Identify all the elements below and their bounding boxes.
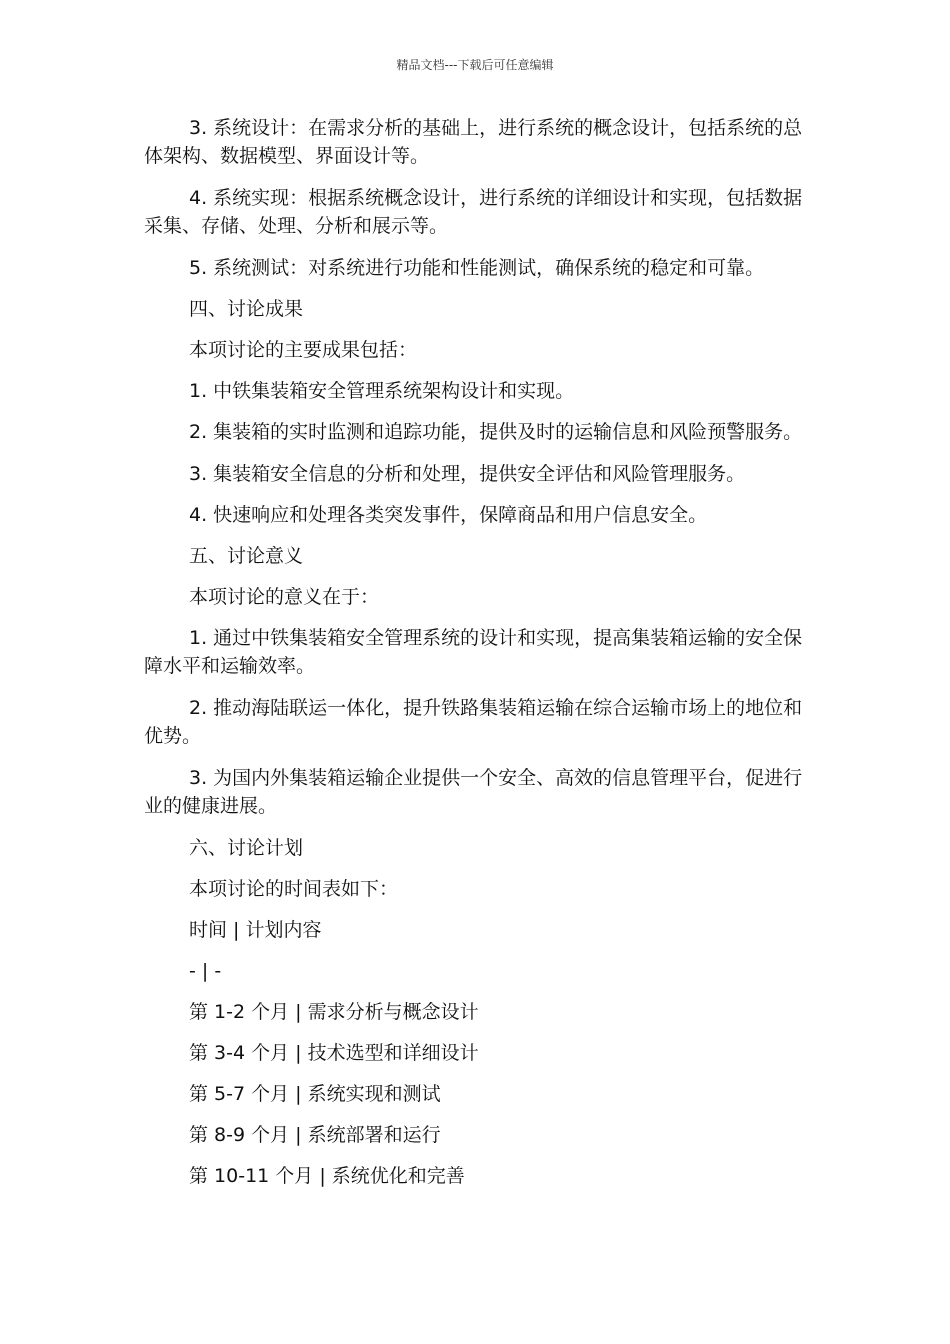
schedule-row: 第 10-11 个月 | 系统优化和完善 (189, 1165, 465, 1187)
section-heading-results: 四、讨论成果 (189, 298, 304, 320)
list-item-result-1: 1. 中铁集装箱安全管理系统架构设计和实现。 (189, 380, 575, 402)
schedule-row: 第 3-4 个月 | 技术选型和详细设计 (189, 1042, 479, 1064)
paragraph-system-testing: 5. 系统测试：对系统进行功能和性能测试，确保系统的稳定和可靠。 (189, 257, 765, 279)
paragraph-plan-intro: 本项讨论的时间表如下： (189, 878, 399, 900)
list-item-result-2: 2. 集装箱的实时监测和追踪功能，提供及时的运输信息和风险预警服务。 (189, 421, 803, 443)
list-item-result-4: 4. 快速响应和处理各类突发事件，保障商品和用户信息安全。 (189, 504, 708, 526)
paragraph-system-implementation: 4. 系统实现：根据系统概念设计，进行系统的详细设计和实现，包括数据采集、存储、处理、分析和展示等。 (144, 187, 803, 237)
schedule-row: 第 5-7 个月 | 系统实现和测试 (189, 1083, 441, 1105)
list-item-significance-3: 3. 为国内外集装箱运输企业提供一个安全、高效的信息管理平台，促进行业的健康进展。 (144, 767, 803, 817)
schedule-header-row: 时间 | 计划内容 (189, 919, 322, 941)
schedule-row: 第 8-9 个月 | 系统部署和运行 (189, 1124, 441, 1146)
list-item-significance-1: 1. 通过中铁集装箱安全管理系统的设计和实现，提高集装箱运输的安全保障水平和运输效率。 (144, 627, 803, 677)
schedule-row: 第 1-2 个月 | 需求分析与概念设计 (189, 1001, 479, 1023)
paragraph-results-intro: 本项讨论的主要成果包括： (189, 339, 418, 361)
schedule-separator-row: - | - (189, 960, 222, 982)
document-body (144, 114, 809, 1203)
paragraph-system-design: 3. 系统设计：在需求分析的基础上，进行系统的概念设计，包括系统的总体架构、数据模型、界面设计等。 (144, 117, 803, 167)
paragraph-significance-intro: 本项讨论的意义在于： (189, 586, 380, 608)
list-item-significance-2: 2. 推动海陆联运一体化，提升铁路集装箱运输在综合运输市场上的地位和优势。 (144, 697, 803, 747)
section-heading-significance: 五、讨论意义 (189, 545, 304, 567)
list-item-result-3: 3. 集装箱安全信息的分析和处理，提供安全评估和风险管理服务。 (189, 463, 746, 485)
page-header: 精品文档---下载后可任意编辑 (396, 58, 554, 72)
section-heading-plan: 六、讨论计划 (189, 837, 304, 859)
